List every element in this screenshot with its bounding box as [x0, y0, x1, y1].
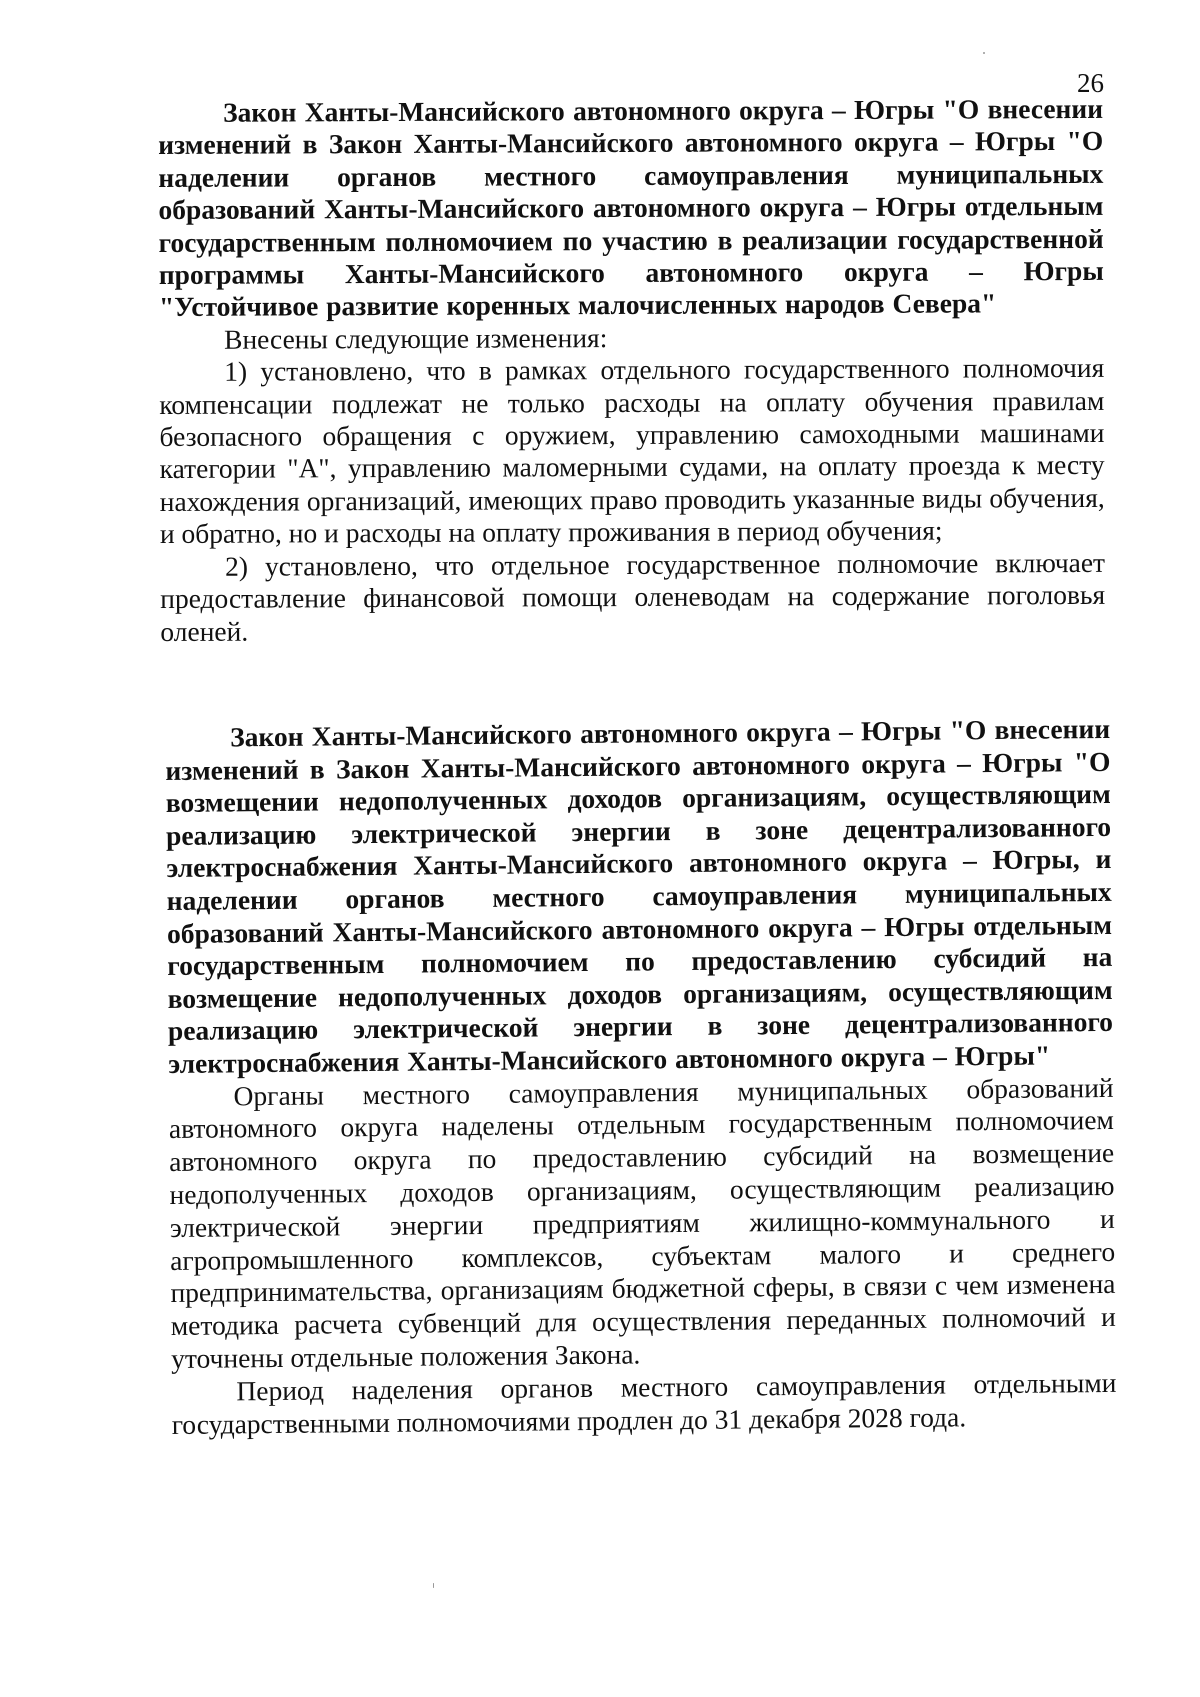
page-number: 26 [1077, 68, 1104, 98]
law-heading-2: Закон Ханты-Мансийского автономного округа – Югры "О внесении изменений в Закон Ханты-Мансийского автономного округа – Югры "О возмещении недополученных доходов организациям, осуществляющим реализацию электрической энергии в зоне децентрализованного электроснабжения Ханты-Мансийского автономного округа – Югры, и наделении органов местного самоуправления муниципальных образований Ханты-Мансийского автономного округа – Югры отдельным государственным полномочием по предоставлению субсидий на возмещение недополученных доходов организациям, осуществляющим реализацию электрической энергии в зоне децентрализованного электроснабжения Ханты-Мансийского автономного округа – Югры" [165, 712, 1114, 1079]
scan-dot [983, 52, 985, 54]
section-2-paragraph-1: Органы местного самоуправления муниципальных образований автономного округа наделены отдельным государственным полномочием автономного округа по предоставлению субсидий на возмещение недополученных доходов организациям, осуществляющим реализацию электрической энергии предприятиям жилищно-коммунального и агропромышленного комплексов, субъектам малого и среднего предпринимательства, организациям бюджетной сферы, в связи с чем изменена методика расчета субвенций для осуществления переданных полномочий и уточнены отдельные положения Закона. [168, 1071, 1116, 1374]
law-heading-1: Закон Ханты-Мансийского автономного округа – Югры "О внесении изменений в Закон Ханты-Мансийского автономного округа – Югры "О наделении органов местного самоуправления муниципальных образований Ханты-Мансийского автономного округа – Югры отдельным государственным полномочием по участию в реализации государственной программы Ханты-Мансийского автономного округа – Югры "Устойчивое развитие коренных малочисленных народов Севера" [158, 92, 1104, 323]
law-section-1 [158, 93, 1105, 648]
section-1-paragraph-3: 2) установлено, что отдельное государственное полномочие включает предоставление финансовой помощи оленеводам на содержание поголовья оленей. [160, 546, 1106, 647]
section-1-paragraph-1: Внесены следующие изменения: [223, 321, 608, 355]
law-section-2 [165, 713, 1117, 1441]
section-1-paragraph-2: 1) установлено, что в рамках отдельного государственного полномочия компенсации подлежат не только расходы на оплату обучения правилам безопасного обращения с оружием, управлению самоходными машинами категории "А", управлению маломерными судами, на оплату проезда к месту нахождения организаций, имеющих право проводить указанные виды обучения, и обратно, но и расходы на оплату проживания в период обучения; [159, 352, 1105, 550]
scan-dot [433, 1583, 434, 1588]
section-2-paragraph-2: Период наделения органов местного самоуправления отдельными государственными полномочиями продлен до 31 декабря 2028 года. [171, 1366, 1117, 1440]
